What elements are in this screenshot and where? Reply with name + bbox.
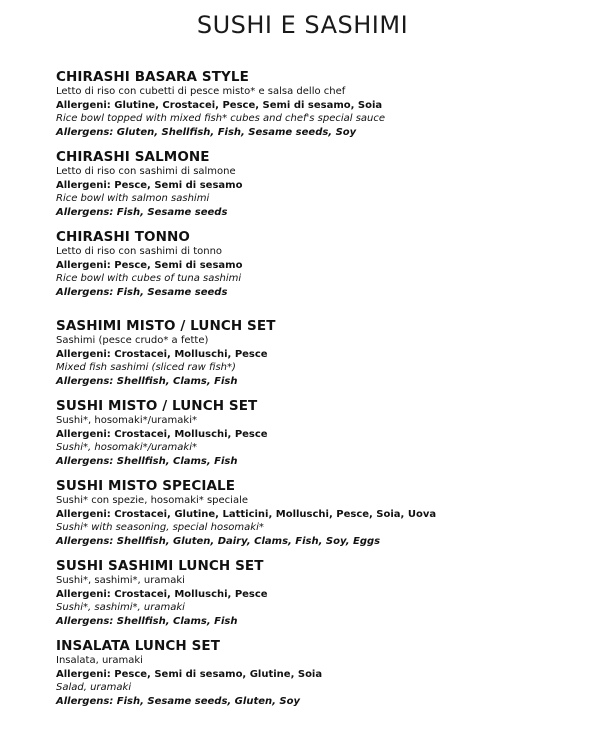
item-allergens-it: Allergeni: Glutine, Crostacei, Pesce, Semi di sesamo, Soia (56, 99, 383, 111)
item-description-en: Mixed fish sashimi (sliced raw fish*) (56, 362, 236, 373)
menu-list (56, 69, 576, 718)
item-description-it: Letto di riso con sashimi di salmone (56, 166, 236, 177)
item-name: SUSHI SASHIMI LUNCH SET (56, 558, 264, 574)
item-allergens-en: Allergens: Fish, Sesame seeds (56, 206, 228, 218)
item-description-en: Rice bowl with cubes of tuna sashimi (56, 273, 242, 284)
item-name: SUSHI MISTO / LUNCH SET (56, 398, 258, 414)
item-allergens-it: Allergeni: Crostacei, Molluschi, Pesce (56, 348, 268, 360)
item-allergens-it: Allergeni: Pesce, Semi di sesamo, Glutine, Soia (56, 668, 323, 680)
item-description-en: Salad, uramaki (56, 682, 132, 693)
item-description-it: Insalata, uramaki (56, 655, 143, 666)
item-allergens-en: Allergens: Fish, Sesame seeds (56, 286, 228, 298)
item-description-it: Sushi*, sashimi*, uramaki (56, 575, 185, 586)
item-name: INSALATA LUNCH SET (56, 638, 221, 654)
item-allergens-en: Allergens: Shellfish, Gluten, Dairy, Clams, Fish, Soy, Eggs (56, 535, 381, 547)
item-description-en: Rice bowl topped with mixed fish* cubes and chef's special sauce (56, 113, 386, 124)
item-name: SASHIMI MISTO / LUNCH SET (56, 318, 276, 334)
item-allergens-it: Allergeni: Crostacei, Molluschi, Pesce (56, 428, 268, 440)
item-description-it: Sushi* con spezie, hosomaki* speciale (56, 495, 249, 506)
menu-item (56, 638, 576, 708)
menu-item (56, 478, 576, 548)
item-description-it: Sashimi (pesce crudo* a fette) (56, 335, 209, 346)
item-name: CHIRASHI SALMONE (56, 149, 210, 165)
item-description-it: Sushi*, hosomaki*/uramaki* (56, 415, 197, 426)
menu-item (56, 318, 576, 388)
item-description-en: Sushi* with seasoning, special hosomaki* (56, 522, 264, 533)
item-allergens-it: Allergeni: Pesce, Semi di sesamo (56, 179, 243, 191)
item-description-en: Sushi*, hosomaki*/uramaki* (56, 442, 197, 453)
item-allergens-it: Allergeni: Crostacei, Molluschi, Pesce (56, 588, 268, 600)
menu-item (56, 558, 576, 628)
item-allergens-en: Allergens: Shellfish, Clams, Fish (56, 615, 238, 627)
menu-item (56, 149, 576, 219)
menu-item (56, 398, 576, 468)
menu-item (56, 229, 576, 299)
item-description-en: Rice bowl with salmon sashimi (56, 193, 210, 204)
item-description-en: Sushi*, sashimi*, uramaki (56, 602, 185, 613)
item-allergens-it: Allergeni: Crostacei, Glutine, Latticini, Molluschi, Pesce, Soia, Uova (56, 508, 437, 520)
item-allergens-en: Allergens: Shellfish, Clams, Fish (56, 455, 238, 467)
item-description-it: Letto di riso con sashimi di tonno (56, 246, 223, 257)
item-description-it: Letto di riso con cubetti di pesce misto* e salsa dello chef (56, 86, 346, 97)
item-name: SUSHI MISTO SPECIALE (56, 478, 236, 494)
item-allergens-it: Allergeni: Pesce, Semi di sesamo (56, 259, 243, 271)
item-name: CHIRASHI TONNO (56, 229, 190, 245)
item-name: CHIRASHI BASARA STYLE (56, 69, 249, 85)
item-allergens-en: Allergens: Gluten, Shellfish, Fish, Sesame seeds, Soy (56, 126, 357, 138)
item-allergens-en: Allergens: Shellfish, Clams, Fish (56, 375, 238, 387)
page-title: SUSHI E SASHIMI (196, 11, 409, 39)
item-allergens-en: Allergens: Fish, Sesame seeds, Gluten, Soy (56, 695, 300, 707)
menu-item (56, 69, 576, 139)
